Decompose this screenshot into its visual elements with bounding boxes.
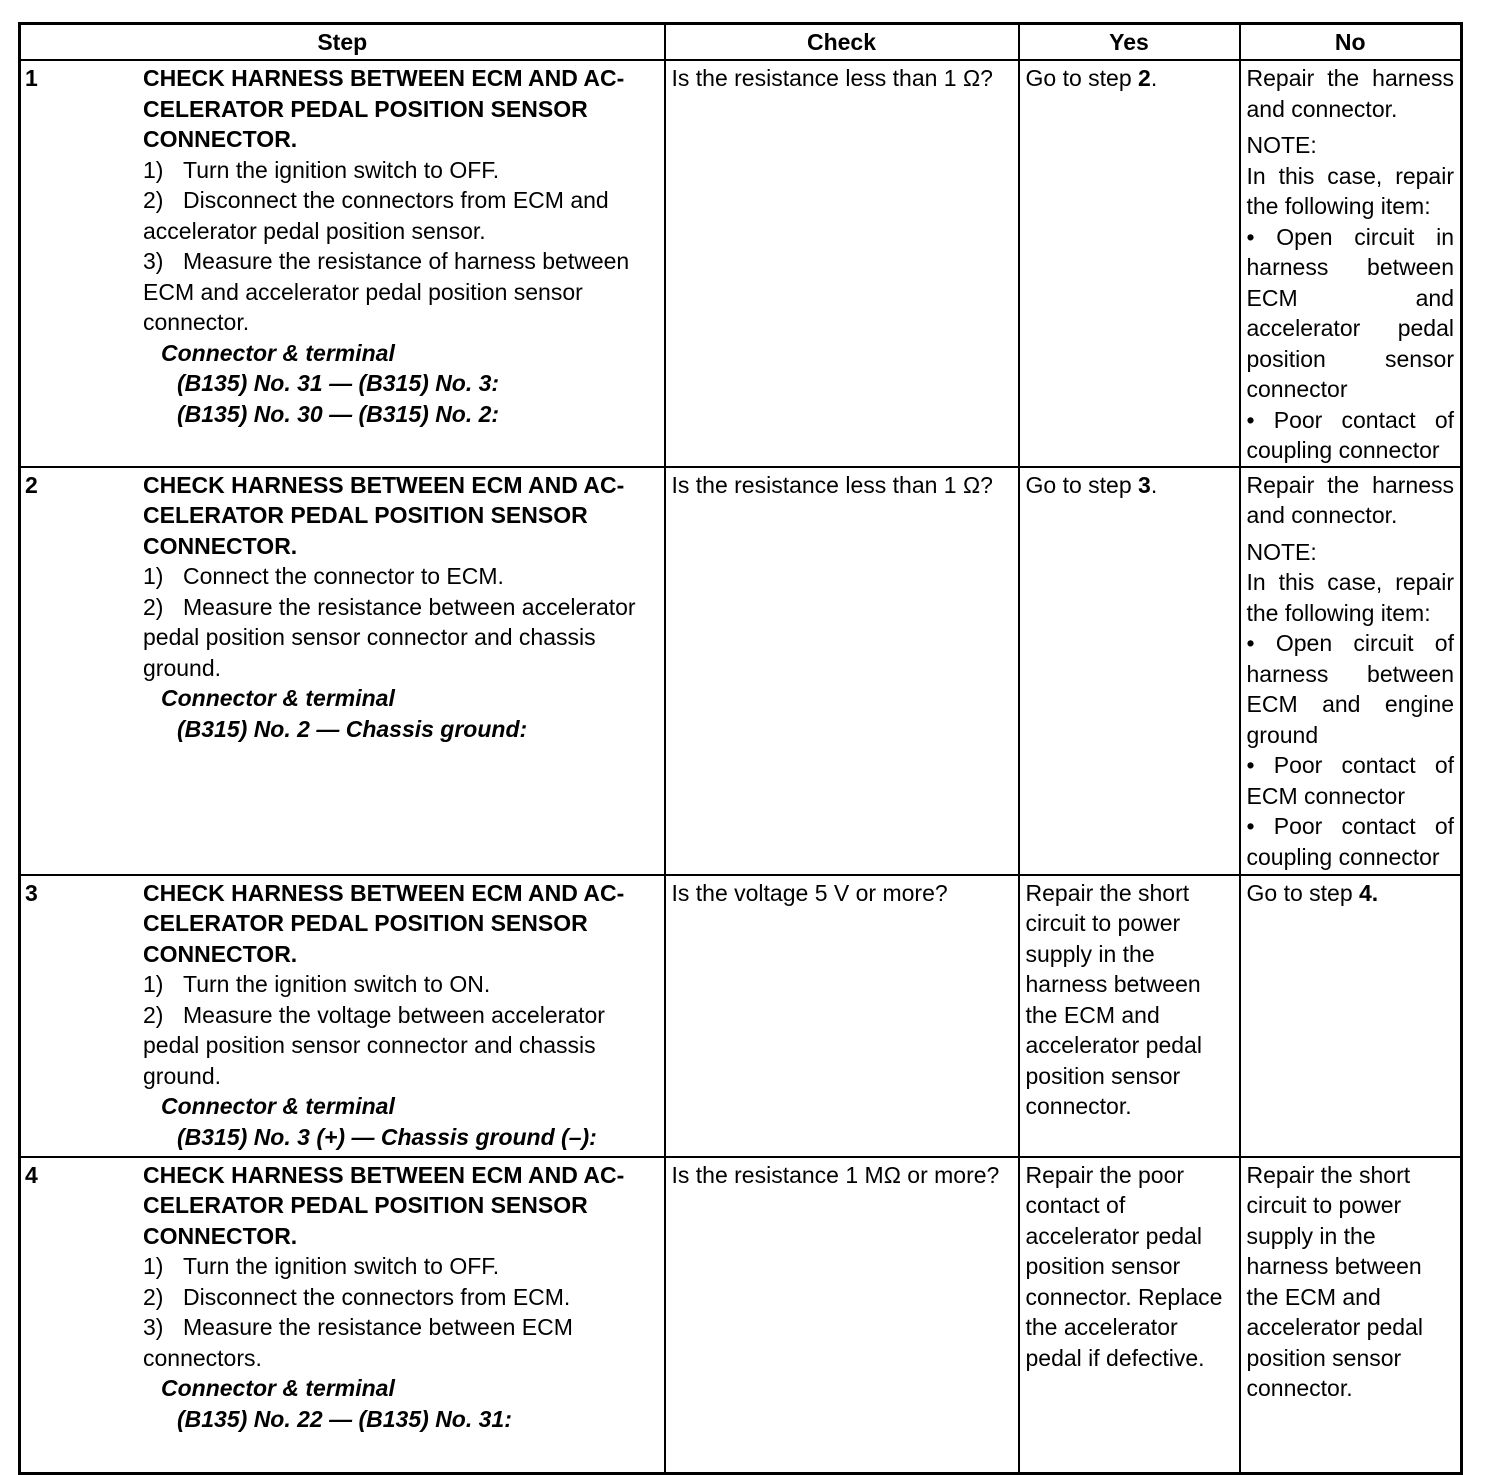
no-cell xyxy=(1240,467,1462,875)
step-cell xyxy=(20,467,665,875)
connector-terminal-heading: Connector & terminal xyxy=(161,1375,395,1401)
header-check: Check xyxy=(665,24,1019,61)
no-cell: Go to step 4. xyxy=(1240,875,1462,1157)
no-main-text: Repair the harness and connector. xyxy=(1246,471,1454,528)
check-cell: Is the resistance less than 1 Ω? xyxy=(665,467,1019,875)
yes-cell: Go to step 2. xyxy=(1019,60,1240,467)
step-item: 3) Measure the resistance of harness between ECM and accelerator pedal position sensor connector. xyxy=(143,248,630,335)
check-cell: Is the resistance less than 1 Ω? xyxy=(665,60,1019,467)
step-item: 1) Connect the connector to ECM. xyxy=(143,563,504,589)
table-row xyxy=(20,60,1462,467)
table-row xyxy=(20,1157,1462,1474)
step-cell xyxy=(20,60,665,467)
connector-terminal-heading: Connector & terminal xyxy=(161,339,395,366)
check-cell: Is the voltage 5 V or more? xyxy=(665,875,1019,1157)
connector-terminal-line: (B135) No. 31 — (B315) No. 3: xyxy=(177,370,500,396)
step-item: 3) Measure the resistance between ECM connectors. xyxy=(143,1314,573,1371)
no-cell: Repair the short circuit to power supply in the harness between the ECM and accelerator pedal position sensor connector. xyxy=(1240,1157,1462,1474)
diagnostic-table xyxy=(18,22,1463,1475)
note-text: In this case, repair the following item: xyxy=(1246,162,1454,219)
note-bullet: • Poor contact of coupling connector xyxy=(1247,811,1455,872)
connector-terminal-line: (B315) No. 2 — Chassis ground: xyxy=(177,715,528,742)
step-item: 1) Turn the ignition switch to OFF. xyxy=(143,156,500,183)
step-item: 2) Disconnect the connectors from ECM. xyxy=(143,1283,571,1310)
no-main-text: Repair the harness and connector. xyxy=(1246,65,1454,122)
yes-cell: Repair the short circuit to power supply in the harness between the ECM and accelerator pedal position sensor connector. xyxy=(1019,875,1240,1157)
step-cell xyxy=(20,875,665,1157)
header-step: Step xyxy=(20,24,665,61)
yes-cell: Repair the poor contact of accelerator pedal position sensor connector. Replace the accelerator pedal if defective. xyxy=(1019,1157,1240,1474)
note-label: NOTE: xyxy=(1246,132,1317,158)
step-item: 1) Turn the ignition switch to OFF. xyxy=(143,1253,500,1279)
connector-terminal-line: (B135) No. 30 — (B315) No. 2: xyxy=(177,400,500,427)
note-text: In this case, repair the following item: xyxy=(1246,569,1454,626)
step-title: CHECK HARNESS BETWEEN ECM AND AC- CELERATOR PEDAL POSITION SENSOR CONNECTOR. xyxy=(143,65,625,152)
connector-terminal-heading: Connector & terminal xyxy=(161,685,395,711)
connector-terminal-heading: Connector & terminal xyxy=(161,1093,395,1119)
table-row xyxy=(20,875,1462,1157)
step-number: 1 xyxy=(25,65,38,91)
header-row xyxy=(20,24,1462,61)
note-bullet: • Open circuit in harness between ECM and accelerator pedal position sensor connector xyxy=(1247,222,1455,405)
step-item: 2) Disconnect the connectors from ECM and accelerator pedal position sensor. xyxy=(143,187,609,244)
step-title: CHECK HARNESS BETWEEN ECM AND AC- CELERATOR PEDAL POSITION SENSOR CONNECTOR. xyxy=(143,471,625,559)
note-bullet: • Poor contact of coupling connector xyxy=(1247,405,1455,466)
connector-terminal-line: (B315) No. 3 (+) — Chassis ground (–): xyxy=(177,1123,597,1150)
step-title: CHECK HARNESS BETWEEN ECM AND AC- CELERATOR PEDAL POSITION SENSOR CONNECTOR. xyxy=(143,1161,625,1249)
header-no: No xyxy=(1240,24,1462,61)
yes-cell: Go to step 3. xyxy=(1019,467,1240,875)
header-yes: Yes xyxy=(1019,24,1240,61)
connector-terminal-line: (B135) No. 22 — (B135) No. 31: xyxy=(177,1405,512,1432)
note-label: NOTE: xyxy=(1246,538,1317,565)
step-cell xyxy=(20,1157,665,1474)
note-bullet: • Poor contact of ECM connector xyxy=(1247,750,1455,811)
note-bullet: • Open circuit of harness between ECM and engine ground xyxy=(1247,628,1455,750)
step-number: 3 xyxy=(25,879,38,906)
step-title: CHECK HARNESS BETWEEN ECM AND AC- CELERATOR PEDAL POSITION SENSOR CONNECTOR. xyxy=(143,879,625,967)
step-item: 2) Measure the resistance between accelerator pedal position sensor connector and chassis ground. xyxy=(143,593,636,681)
no-cell xyxy=(1240,60,1462,467)
step-number: 2 xyxy=(25,471,38,498)
step-item: 1) Turn the ignition switch to ON. xyxy=(143,971,491,997)
table-row xyxy=(20,467,1462,875)
check-cell: Is the resistance 1 MΩ or more? xyxy=(665,1157,1019,1474)
step-number: 4 xyxy=(25,1161,38,1188)
step-item: 2) Measure the voltage between accelerator pedal position sensor connector and chassis ground. xyxy=(143,1001,605,1089)
